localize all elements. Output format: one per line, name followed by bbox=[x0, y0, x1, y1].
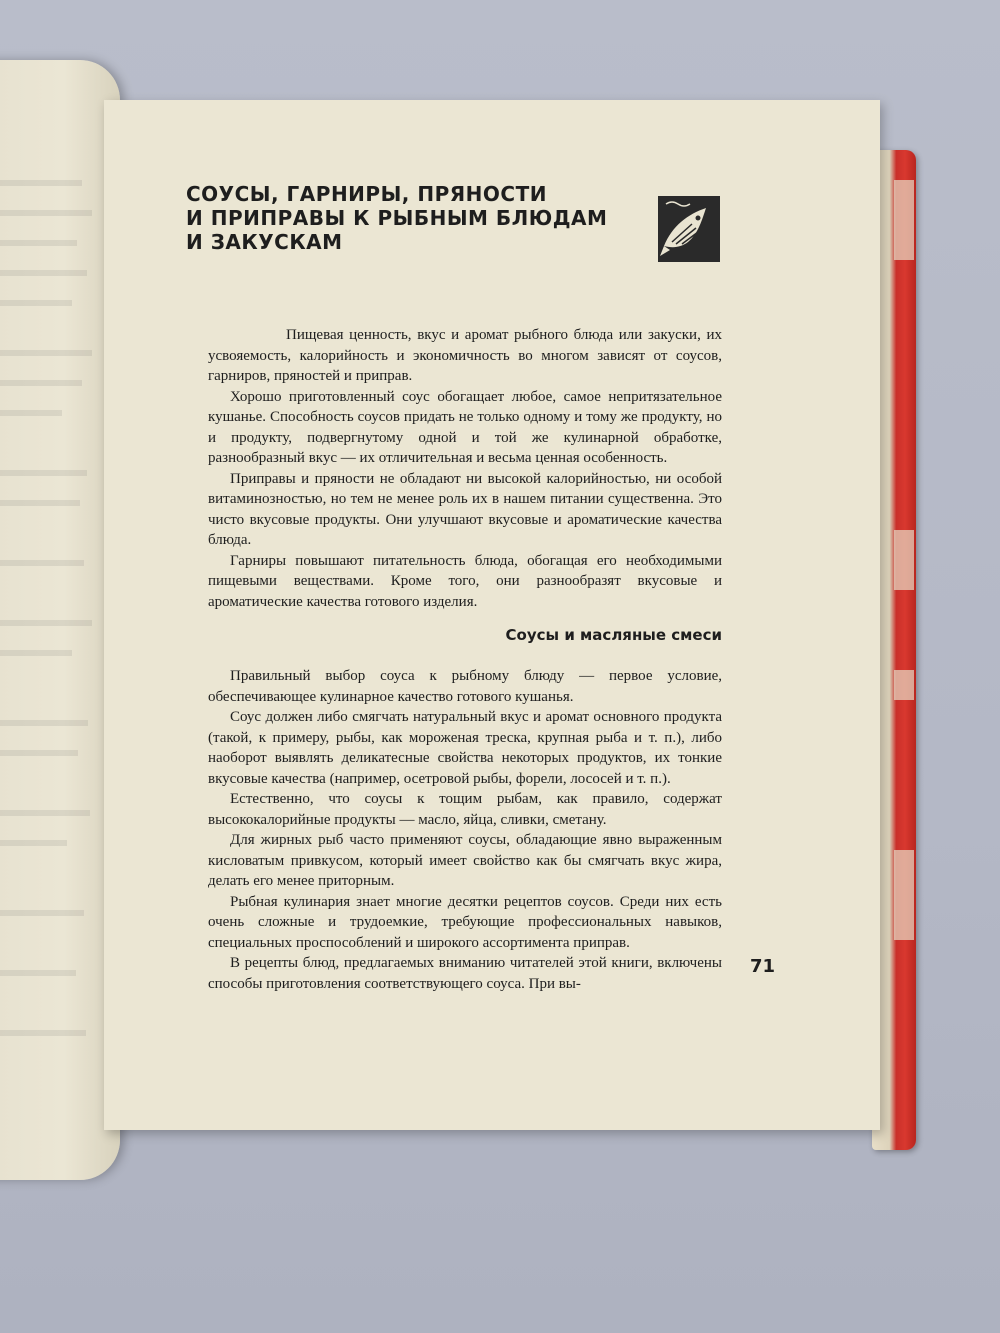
paragraph: Правильный выбор соуса к рыбному блюду — первое условие, обеспечивающее кулинарное качество готового кушанья. bbox=[208, 668, 722, 705]
paragraph: Гарниры повышают питательность блюда, обогащая его необходимыми пищевыми веществами. Кроме того, они разнообразят вкусовые и ароматические качества готового изделия. bbox=[208, 552, 722, 610]
chapter-title-line-2: И ПРИПРАВЫ К РЫБНЫМ БЛЮДАМ bbox=[186, 206, 608, 230]
left-book-page bbox=[0, 60, 120, 1180]
paragraph: Соус должен либо смягчать натуральный вкус и аромат основного продукта (такой, к примеру, рыбы, как мороженая треска, крупная рыба и т. п.), либо наоборот выявлять деликатесные свойства некоторых продуктов, их тонкие вкусовые качества (например, осетровой рыбы, форели, лососей и т. п.). bbox=[208, 709, 722, 787]
page-number: 71 bbox=[750, 956, 776, 977]
paragraph: Пищевая ценность, вкус и аромат рыбного блюда или закуски, их усвояемость, калорийность и экономичность во многом зависят от соусов, гарниров, пряностей и приправ. bbox=[208, 327, 722, 384]
paragraph: Рыбная кулинария знает многие десятки рецептов соусов. Среди них есть очень сложные и трудоемкие, требующие профессиональных навыков, специальных проспособлений и широкого ассортимента приправ. bbox=[208, 893, 722, 951]
section-text bbox=[208, 666, 722, 994]
paragraph: В рецепты блюд, предлагаемых вниманию читателей этой книги, включены способы приготовления соответствующего соуса. При вы- bbox=[208, 955, 722, 992]
chapter-title-line-3: И ЗАКУСКАМ bbox=[186, 230, 343, 254]
paragraph: Приправы и пряности не обладают ни высокой калорийностью, ни особой витаминозностью, но тем не менее роль их в нашем питании существенна. Это чисто вкусовые продукты. Они улучшают вкусовые и ароматические качества блюда. bbox=[208, 470, 722, 548]
book-page bbox=[104, 100, 880, 1130]
paragraph: Хорошо приготовленный соус обогащает любое, самое непритязательное кушанье. Способность соусов придать не только одному и тому же продукту, но и продукту, подвергнутому одной и той же кулинарной обработке, разнообразный вкус — их отличительная и весьма ценная особенность. bbox=[208, 388, 722, 466]
intro-text bbox=[208, 325, 722, 612]
section-heading: Соусы и масляные смеси bbox=[505, 626, 722, 644]
paragraph: Естественно, что соусы к тощим рыбам, как правило, содержат высококалорийные продукты — масло, яйца, сливки, сметану. bbox=[208, 791, 722, 828]
chapter-title-line-1: СОУСЫ, ГАРНИРЫ, ПРЯНОСТИ bbox=[186, 182, 547, 206]
paragraph: Для жирных рыб часто применяют соусы, обладающие явно выраженным кисловатым привкусом, который имеет свойство как бы смягчать вкус жира, делать его менее приторным. bbox=[208, 832, 722, 889]
fish-icon bbox=[658, 196, 720, 262]
chapter-title bbox=[186, 182, 626, 254]
